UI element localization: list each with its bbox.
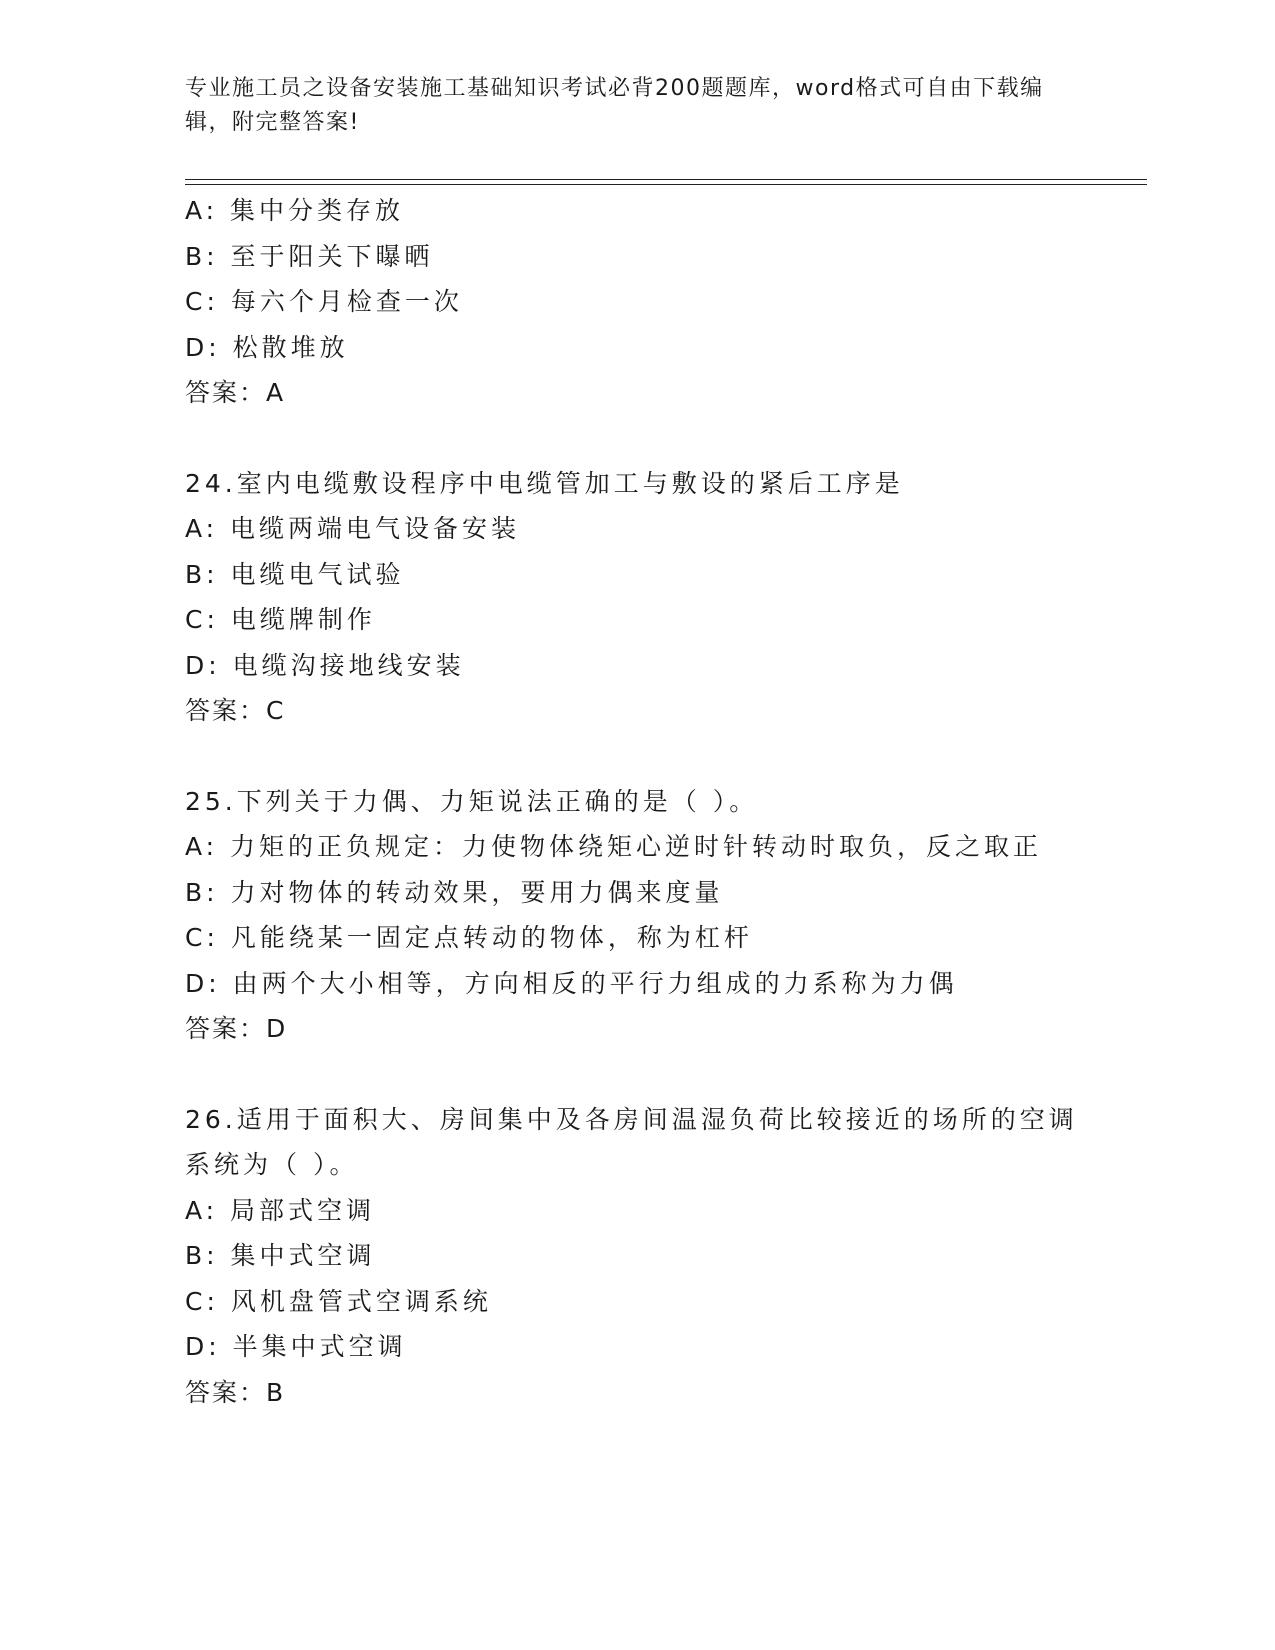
- option-c: C: 凡能绕某一固定点转动的物体，称为杠杆: [185, 923, 753, 952]
- question-text: 26.适用于面积大、房间集中及各房间温湿负荷比较接近的场所的空调系统为（ ）。: [185, 1104, 1078, 1179]
- header-divider-top: [185, 179, 1147, 180]
- answer-label: 答案：D: [185, 1014, 288, 1043]
- option-b: B: 力对物体的转动效果，要用力偶来度量: [185, 877, 724, 907]
- header-divider-bottom: [185, 184, 1147, 185]
- option-b: B: 集中式空调: [185, 1241, 376, 1270]
- question-block-25: [185, 779, 1145, 1052]
- question-text: 25.下列关于力偶、力矩说法正确的是（ ）。: [185, 786, 759, 816]
- option-a: A: 局部式空调: [185, 1195, 376, 1225]
- option-d: D: 由两个大小相等，方向相反的平行力组成的力系称为力偶: [185, 968, 958, 998]
- option-a: A: 电缆两端电气设备安装: [185, 514, 521, 543]
- question-list: [185, 188, 1145, 1415]
- option-a: A: 力矩的正负规定：力使物体绕矩心逆时针转动时取负，反之取正: [185, 832, 1043, 861]
- answer-label: 答案：A: [185, 378, 286, 407]
- option-b: B: 至于阳关下曝晒: [185, 241, 434, 271]
- option-d: D: 半集中式空调: [185, 1332, 407, 1361]
- answer-label: 答案：B: [185, 1377, 286, 1407]
- option-b: B: 电缆电气试验: [185, 559, 405, 589]
- option-c: C: 每六个月检查一次: [185, 287, 463, 316]
- option-c: C: 风机盘管式空调系统: [185, 1286, 492, 1316]
- answer-label: 答案：C: [185, 696, 286, 725]
- option-a: A: 集中分类存放: [185, 196, 405, 225]
- option-d: D: 松散堆放: [185, 332, 349, 362]
- option-d: D: 电缆沟接地线安装: [185, 650, 465, 680]
- question-text: 24.室内电缆敷设程序中电缆管加工与敷设的紧后工序是: [185, 468, 904, 498]
- document-header: 专业施工员之设备安装施工基础知识考试必背200题题库，word格式可自由下载编辑，附完整答案!: [185, 76, 1044, 135]
- question-block-24: [185, 461, 1145, 734]
- option-c: C: 电缆牌制作: [185, 605, 376, 634]
- question-block-23: [185, 188, 1145, 416]
- question-block-26: [185, 1097, 1145, 1416]
